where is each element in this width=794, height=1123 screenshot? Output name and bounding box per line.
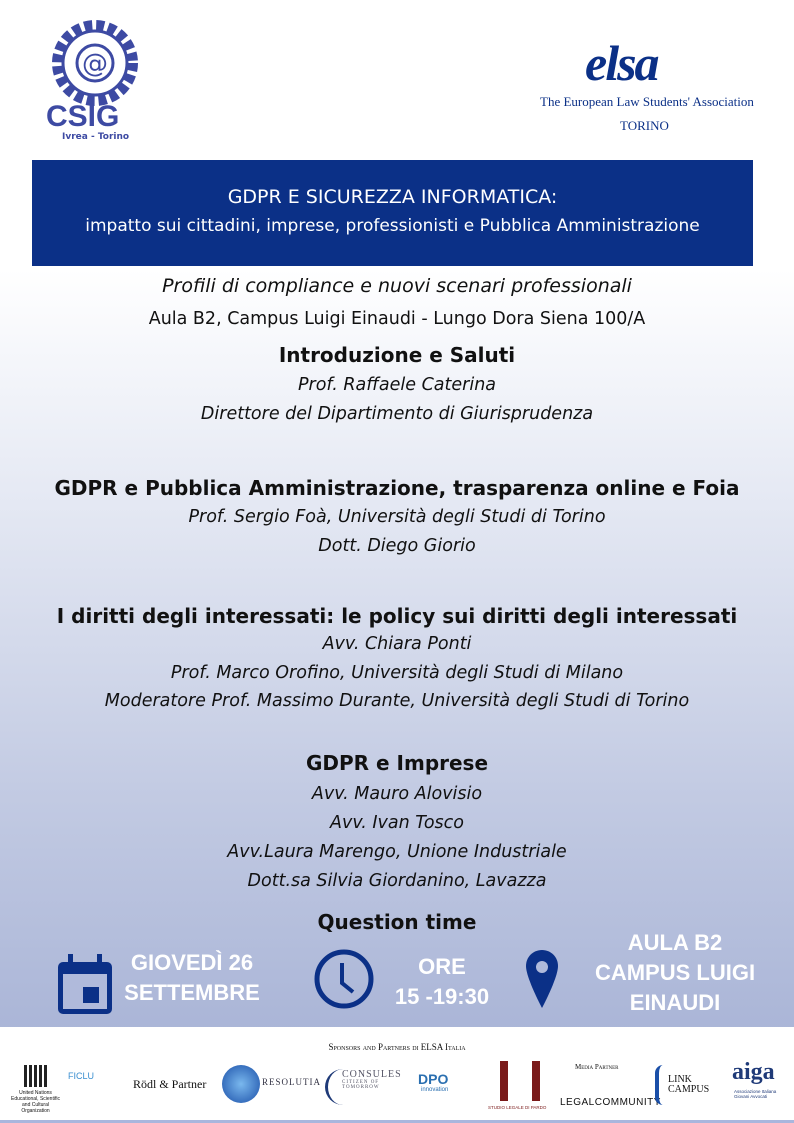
- consules-text: CONSULES: [342, 1069, 402, 1080]
- link-campus-logo: LINK CAMPUS: [668, 1074, 710, 1095]
- time-line: 15 -19:30: [394, 984, 490, 1009]
- rodl-logo: Rödl & Partner: [133, 1077, 207, 1091]
- date-line: SETTEMBRE: [124, 980, 260, 1005]
- session-title: Question time: [317, 910, 477, 934]
- speaker: Prof. Marco Orofino, Università degli Studi di Milano: [170, 663, 624, 683]
- dpo-text: DPO: [418, 1071, 449, 1087]
- calendar-icon: [58, 954, 112, 1018]
- speaker: Dott.sa Silvia Giordanino, Lavazza: [247, 871, 547, 891]
- speaker: Direttore del Dipartimento di Giurisprudenza: [200, 404, 594, 424]
- resolutia-icon: [222, 1065, 260, 1103]
- sponsors-footer: [0, 1027, 794, 1123]
- elsa-logo: elsa: [585, 35, 658, 91]
- place-line: CAMPUS LUIGI: [594, 960, 756, 985]
- place-line: EINAUDI: [629, 990, 721, 1015]
- session-title: I diritti degli interessati: le policy sui diritti degli interessati: [56, 604, 738, 628]
- time-line: ORE: [418, 954, 466, 979]
- aiga-sub: Associazione Italiana Giovani Avvocati: [734, 1089, 777, 1099]
- place-line: AULA B2: [627, 930, 723, 955]
- event-title: GDPR E SICUREZZA INFORMATICA:: [227, 186, 558, 208]
- clock-icon: [313, 948, 375, 1014]
- sponsors-heading: Sponsors and Partners di ELSA Italia: [328, 1042, 466, 1052]
- csig-subtitle: Ivrea - Torino: [62, 132, 130, 142]
- speaker: Moderatore Prof. Massimo Durante, Università degli Studi di Torino: [104, 691, 690, 711]
- event-subtitle: impatto sui cittadini, imprese, professionisti e Pubblica Amministrazione: [85, 216, 700, 236]
- session-title: GDPR e Imprese: [305, 751, 489, 775]
- media-partner-label: Media Partner: [575, 1063, 619, 1071]
- event-date: [118, 948, 266, 1008]
- svg-text:@: @: [82, 49, 108, 79]
- speaker: Avv. Mauro Alovisio: [311, 784, 483, 804]
- session-title: Introduzione e Saluti: [278, 343, 516, 367]
- unesco-text: United Nations Educational, Scientific and Cultural Organization: [11, 1090, 60, 1114]
- link-campus-icon: [655, 1065, 663, 1105]
- consules-sub: CITIZEN OF TOMORROW: [342, 1080, 380, 1090]
- aiga-logo: aiga: [732, 1059, 775, 1085]
- csig-logo-text: CSIG: [46, 100, 120, 133]
- date-line: GIOVEDÌ 26: [130, 950, 254, 975]
- legalcommunity-logo: LEGALCOMMUNITY: [560, 1097, 661, 1108]
- speaker: Avv.Laura Marengo, Unione Industriale: [227, 842, 567, 862]
- event-place: [585, 928, 765, 1018]
- speaker: Prof. Sergio Foà, Università degli Studi di Torino: [188, 507, 606, 527]
- speaker: Dott. Diego Giorio: [318, 536, 476, 556]
- location-line: Aula B2, Campus Luigi Einaudi - Lungo Dora Siena 100/A: [148, 309, 646, 329]
- elsa-city: TORINO: [620, 118, 669, 133]
- elsa-name: The European Law Students' Association: [540, 94, 754, 109]
- speaker: Prof. Raffaele Caterina: [297, 375, 497, 395]
- title-banner: [32, 160, 753, 266]
- studio-legale-text: STUDIO LEGALE DI PARDO: [488, 1105, 547, 1110]
- session-title: GDPR e Pubblica Amministrazione, trasparenza online e Foia: [54, 476, 740, 500]
- dpo-sub: innovation: [420, 1087, 449, 1093]
- event-time: [382, 952, 502, 1012]
- tagline: Profili di compliance e nuovi scenari professionali: [162, 275, 632, 297]
- consules-logo: [325, 1069, 405, 1105]
- resolutia-logo: RESOLUTIA: [262, 1077, 321, 1087]
- speaker: Avv. Chiara Ponti: [322, 634, 472, 654]
- unesco-logo: [8, 1065, 63, 1114]
- ficlu-logo: FICLU: [68, 1071, 95, 1081]
- map-pin-icon: [526, 950, 558, 1012]
- csig-gear-logo: [50, 18, 140, 108]
- speaker: Avv. Ivan Tosco: [330, 813, 464, 833]
- studio-legale-icon: [500, 1061, 540, 1101]
- dpo-logo: [418, 1071, 448, 1093]
